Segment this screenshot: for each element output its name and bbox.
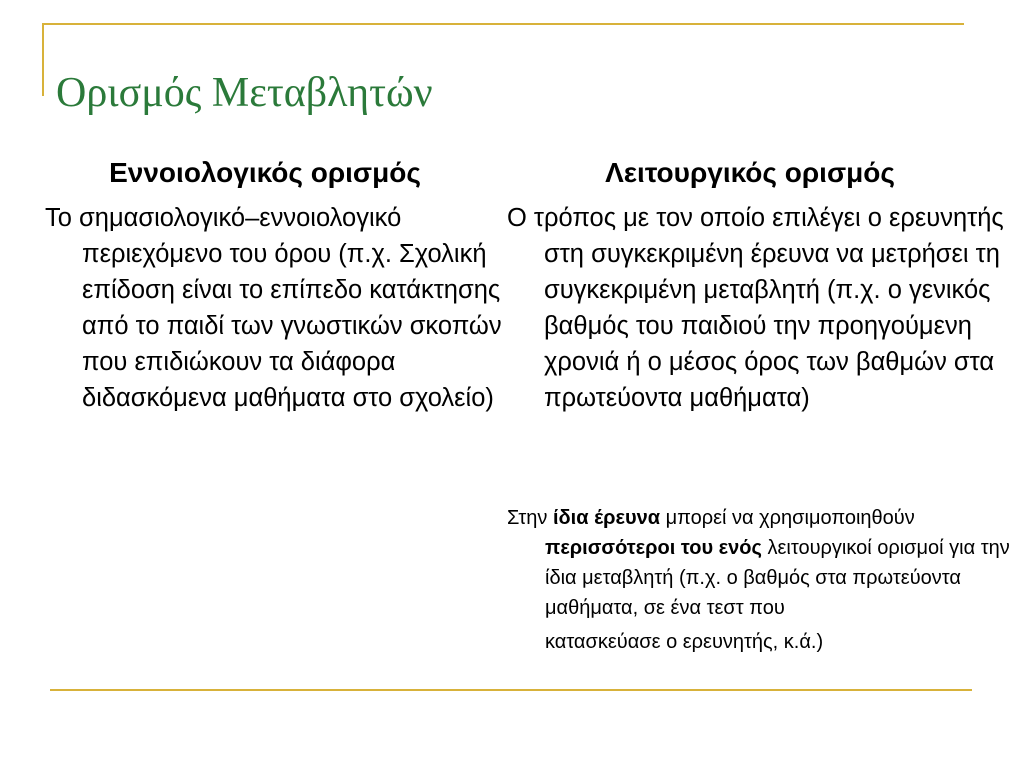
left-column-heading: Εννοιολογικός ορισμός (109, 157, 421, 188)
conceptual-definition-text: Το σημασιολογικό–εννοιολογικό περιεχόμενο του όρου (π.χ. Σχολική επίδοση είναι το επίπεδο κατάκτησης από το παιδί των γνωστικών σκοπών που επιδιώκουν τα διάφορα διδασκόμενα μαθήματα στο σχολείο) (45, 204, 502, 412)
note-text-4: κατασκεύασε ο ερευνητής, κ.ά.) (545, 631, 824, 653)
right-column-heading: Λειτουργικός ορισμός (605, 157, 895, 188)
multiple-definitions-note (507, 503, 1013, 657)
note-text-2: μπορεί να χρησιμοποιηθούν (660, 507, 915, 529)
left-accent-bar (42, 23, 44, 96)
note-text-1: Στην (507, 507, 553, 529)
top-divider (42, 23, 964, 25)
note-text-3: λειτουργικοί ορισμοί για την ίδια μεταβλητή (π.χ. ο βαθμός στα πρωτεύοντα μαθήματα, σε ένα τεστ που (545, 537, 1010, 619)
slide-title: Ορισμός Μεταβλητών (56, 70, 433, 116)
note-bold-more-than-one: περισσότεροι του ενός (545, 537, 762, 559)
operational-definition-text: Ο τρόπος με τον οποίο επιλέγει ο ερευνητής στη συγκεκριμένη έρευνα να μετρήσει τη συγκεκριμένη μεταβλητή (π.χ. ο γενικός βαθμός του παιδιού την προηγούμενη χρονιά ή ο μέσος όρος των βαθμών στα πρωτεύοντα μαθήματα) (507, 204, 1004, 412)
note-bold-same-research: ίδια έρευνα (553, 507, 661, 529)
bottom-divider (50, 689, 972, 691)
